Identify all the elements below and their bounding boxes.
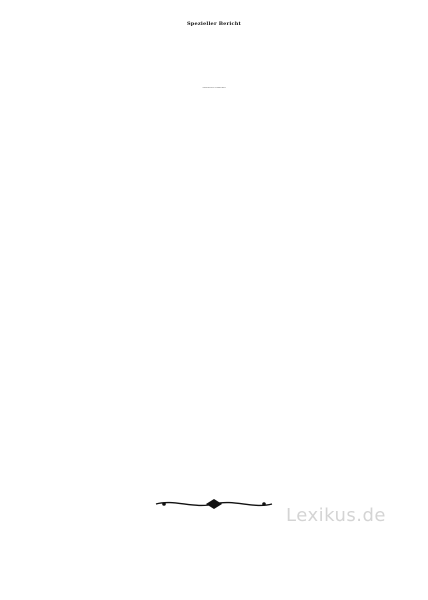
subject-line: Einwanderung in die Vereinigten Staaten	[202, 88, 226, 89]
watermark: Lexikus.de	[286, 505, 387, 526]
ornament-rule	[154, 497, 274, 511]
title-line: Spezieller Bericht	[186, 21, 242, 27]
